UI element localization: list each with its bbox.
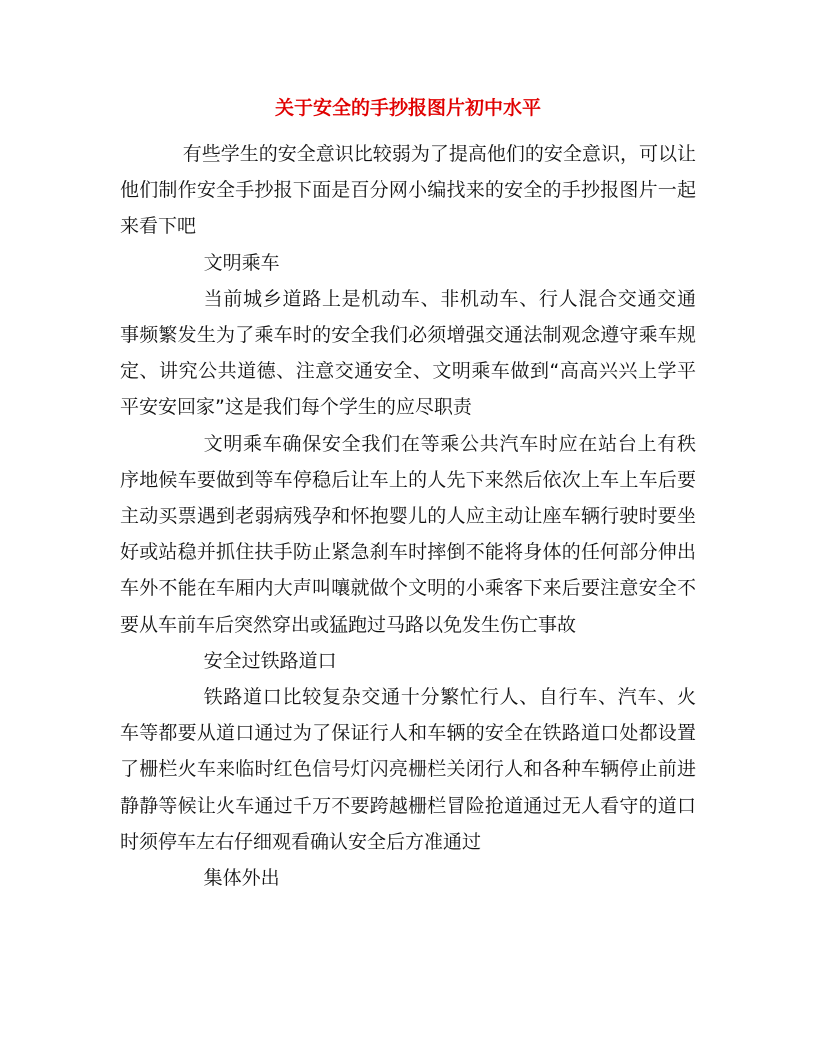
body-paragraph: 文明乘车确保安全我们在等乘公共汽车时应在站台上有秩序地候车要做到等车停稳后让车上的人先下来然后依次上车上车后要主动买票遇到老弱病残孕和怀抱婴儿的人应主动让座车辆行驶时要坐好或站稳并抓住扶手防止紧急刹车时摔倒不能将身体的任何部分伸出车外不能在车厢内大声叫嚷就做个文明的小乘客下来后要注意安全不要从车前车后突然穿出或猛跑过马路以免发生伤亡事故 xyxy=(120,432,696,636)
section-heading-civil-riding: 文明乘车 xyxy=(203,251,280,274)
section-heading-railway-crossing: 安全过铁路道口 xyxy=(203,649,337,672)
document-title: 关于安全的手抄报图片初中水平 xyxy=(274,97,541,119)
intro-paragraph: 有些学生的安全意识比较弱为了提高他们的安全意识，可以让他们制作安全手抄报下面是百分网小编找来的安全的手抄报图片一起来看下吧 xyxy=(120,143,696,238)
body-paragraph: 铁路道口比较复杂交通十分繁忙行人、自行车、汽车、火车等都要从道口通过为了保证行人和车辆的安全在铁路道口处都设置了栅栏火车来临时红色信号灯闪亮栅栏关闭行人和各种车辆停止前进静静等候让火车通过千万不要跨越栅栏冒险抢道通过无人看守的道口时须停车左右仔细观看确认安全后方准通过 xyxy=(120,686,696,853)
section-heading-group-outing: 集体外出 xyxy=(203,867,280,890)
body-paragraph: 当前城乡道路上是机动车、非机动车、行人混合交通交通事频繁发生为了乘车时的安全我们必须增强交通法制观念遵守乘车规定、讲究公共道德、注意交通安全、文明乘车做到“高高兴兴上学平平安安回家”这是我们每个学生的应尽职责 xyxy=(120,287,696,419)
document-body xyxy=(120,136,696,896)
